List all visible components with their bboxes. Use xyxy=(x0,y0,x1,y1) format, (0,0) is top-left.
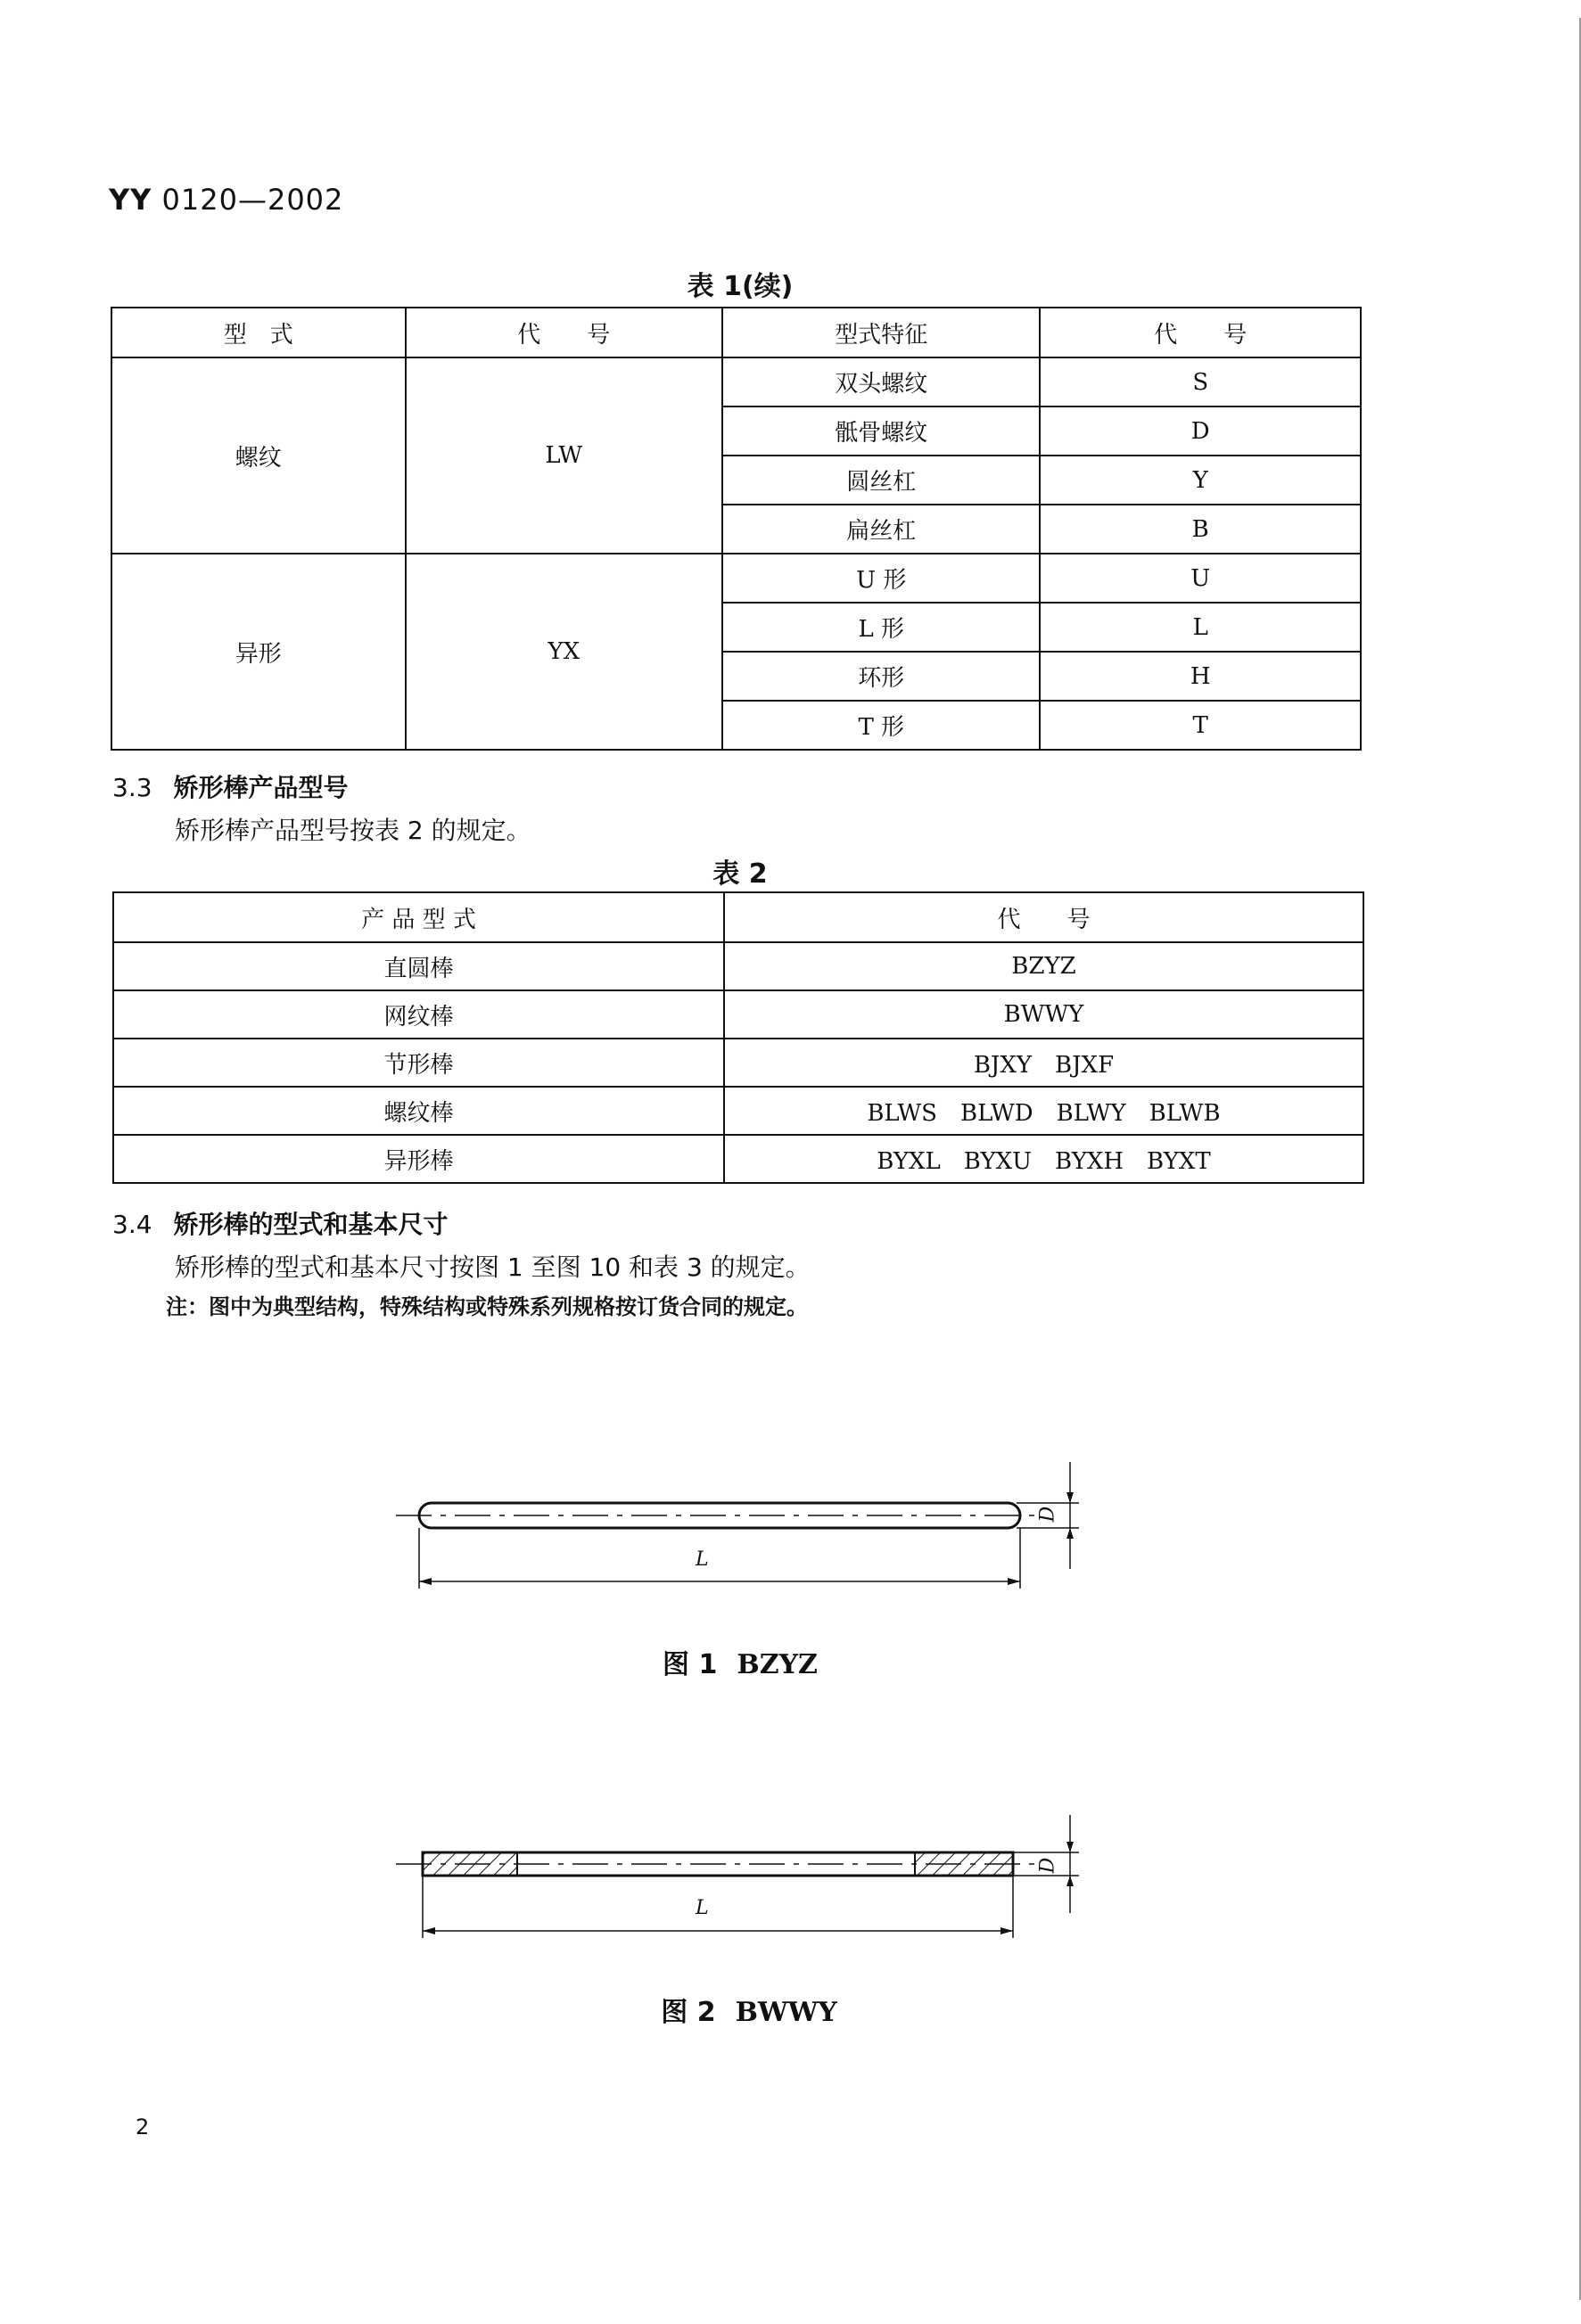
table2-code-cell: BLWS BLWD BLWY BLWB xyxy=(724,1087,1363,1135)
standard-number: 0120—2002 xyxy=(161,183,344,217)
table1-feature-cell: U 形 xyxy=(722,554,1040,603)
table2-caption: 表 2 xyxy=(712,858,768,890)
table2-code-cell: BZYZ xyxy=(724,942,1363,990)
section-3-4-note: 注：图中为典型结构，特殊结构或特殊系列规格按订货合同的规定。 xyxy=(166,1294,808,1319)
table1-type-cell: 异形 xyxy=(111,554,406,750)
figure2-label: 图 2 xyxy=(661,1997,716,2028)
table1-feature-cell: T 形 xyxy=(722,701,1040,750)
table-row xyxy=(113,1135,1363,1183)
table-row xyxy=(113,1087,1363,1135)
section-3-3-heading xyxy=(112,768,349,804)
table1-feature-code-cell: L xyxy=(1040,603,1361,652)
figure1-length-label: L xyxy=(696,1548,709,1571)
table1-feature-cell: 环形 xyxy=(722,652,1040,701)
table-row xyxy=(113,1039,1363,1087)
table1 xyxy=(111,307,1362,751)
section-3-4-heading xyxy=(112,1205,449,1241)
table1-feature-code-cell: D xyxy=(1040,406,1361,456)
table1-header-type: 型 式 xyxy=(111,308,406,357)
page-number: 2 xyxy=(136,2115,150,2139)
section-3-4-text: 矫形棒的型式和基本尺寸按图 1 至图 10 和表 3 的规定。 xyxy=(175,1252,811,1282)
table1-code-cell: YX xyxy=(406,554,723,750)
table2-type-cell: 节形棒 xyxy=(113,1039,724,1087)
table1-header-row xyxy=(111,308,1361,357)
table1-feature-code-cell: Y xyxy=(1040,456,1361,505)
figure2-length-label: L xyxy=(696,1897,709,1919)
figure1-diameter-label: D xyxy=(1036,1506,1059,1523)
figure2-code: BWWY xyxy=(735,1997,837,2028)
table2-type-cell: 异形棒 xyxy=(113,1135,724,1183)
table2-header-type: 产 品 型 式 xyxy=(113,892,724,942)
figure1-caption xyxy=(562,1642,918,1681)
section-3-4-title: 矫形棒的型式和基本尺寸 xyxy=(173,1210,449,1239)
table1-caption: 表 1(续) xyxy=(687,271,794,302)
table2-header-code: 代 号 xyxy=(724,892,1363,942)
table2 xyxy=(112,891,1364,1184)
section-3-3-title: 矫形棒产品型号 xyxy=(173,773,349,802)
table2-type-cell: 直圆棒 xyxy=(113,942,724,990)
table1-feature-code-cell: T xyxy=(1040,701,1361,750)
table1-feature-code-cell: H xyxy=(1040,652,1361,701)
figure1-label: 图 1 xyxy=(663,1649,718,1680)
standard-header xyxy=(109,183,343,217)
table1-feature-code-cell: B xyxy=(1040,505,1361,554)
table2-code-cell: BYXL BYXU BYXH BYXT xyxy=(724,1135,1363,1183)
section-3-4-number: 3.4 xyxy=(112,1210,152,1239)
table1-header-feature-code: 代 号 xyxy=(1040,308,1361,357)
table2-type-cell: 螺纹棒 xyxy=(113,1087,724,1135)
table-row xyxy=(113,942,1363,990)
section-3-3-text: 矫形棒产品型号按表 2 的规定。 xyxy=(175,816,531,845)
table2-code-cell: BWWY xyxy=(724,990,1363,1039)
figure1-code: BZYZ xyxy=(737,1649,818,1680)
table1-feature-cell: 扁丝杠 xyxy=(722,505,1040,554)
table1-feature-cell: 双头螺纹 xyxy=(722,357,1040,406)
figure1-drawing xyxy=(392,1453,1097,1605)
figure2-drawing xyxy=(392,1810,1097,1961)
standard-code: YY xyxy=(109,183,152,217)
section-3-3-number: 3.3 xyxy=(112,773,152,802)
table1-feature-code-cell: S xyxy=(1040,357,1361,406)
table1-feature-cell: L 形 xyxy=(722,603,1040,652)
table2-type-cell: 网纹棒 xyxy=(113,990,724,1039)
table-row xyxy=(111,357,1361,406)
table1-feature-cell: 圆丝杠 xyxy=(722,456,1040,505)
figure2-diameter-label: D xyxy=(1036,1857,1059,1874)
table1-type-cell: 螺纹 xyxy=(111,357,406,554)
table1-feature-code-cell: U xyxy=(1040,554,1361,603)
table-row xyxy=(113,990,1363,1039)
table1-header-code: 代 号 xyxy=(406,308,723,357)
table2-code-cell: BJXY BJXF xyxy=(724,1039,1363,1087)
figure2-caption xyxy=(562,1990,936,2029)
table-row xyxy=(111,554,1361,603)
table1-code-cell: LW xyxy=(406,357,723,554)
table1-header-feature: 型式特征 xyxy=(722,308,1040,357)
table2-header-row xyxy=(113,892,1363,942)
table1-feature-cell: 骶骨螺纹 xyxy=(722,406,1040,456)
